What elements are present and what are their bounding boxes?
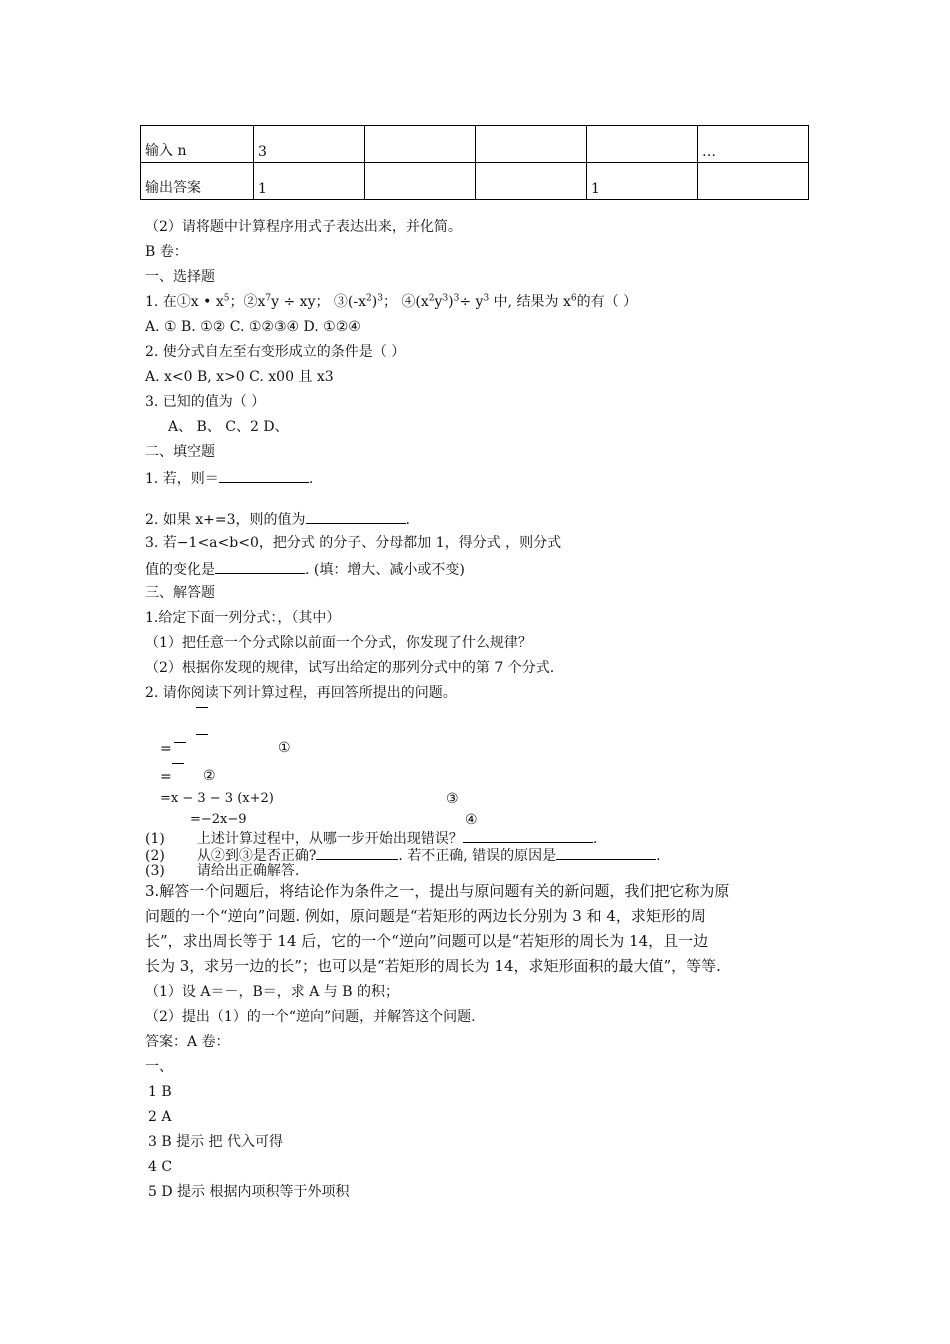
solve-question-3-line3: 长”，求出周长等于 14 后，它的一个“逆向”问题可以是“若矩形的周长为 14，且一边 <box>145 932 709 950</box>
table-cell <box>476 126 587 163</box>
q1-text: y <box>434 294 443 310</box>
superscript: 2 <box>428 293 435 304</box>
q1-text: ) <box>448 294 454 310</box>
table-cell: … <box>698 126 809 163</box>
table-cell <box>587 126 698 163</box>
table-cell: 输入 n <box>141 126 254 163</box>
table-cell: 1 <box>587 163 698 200</box>
table-cell: 输出答案 <box>141 163 254 200</box>
table-cell: 3 <box>254 126 365 163</box>
s2-2-text: . <box>656 848 661 864</box>
superscript: 3 <box>377 293 383 304</box>
q1-text: 中, 结果为 x <box>489 294 571 310</box>
solve-question-2-part3 <box>145 862 299 880</box>
answer-blank <box>316 845 398 860</box>
answer-blank <box>556 845 656 860</box>
q1-text: ) <box>371 294 378 310</box>
fill-question-2 <box>145 509 410 529</box>
superscript: 3 <box>442 293 449 304</box>
superscript: 2 <box>366 293 372 304</box>
choice-question-2: 2. 使分式自左至右变形成立的条件是（ ） <box>145 344 406 360</box>
superscript: 6 <box>570 293 577 304</box>
step-marker-3: ③ <box>446 791 459 807</box>
choice-question-3: 3. 已知的值为（ ） <box>145 394 266 410</box>
solve-question-2: 2. 请你阅读下列计算过程，再回答所提出的问题。 <box>145 685 457 701</box>
superscript: 3 <box>453 293 460 304</box>
part-number: (1) <box>145 831 165 847</box>
superscript: 5 <box>223 293 230 304</box>
answer-blank <box>306 509 406 524</box>
calc-step-4: =−2x−9 <box>190 812 247 827</box>
q1-text: 的有（ ） <box>576 294 638 310</box>
calc-step-1-eq: = <box>160 741 172 757</box>
calc-step-2-eq: = <box>160 769 172 785</box>
q1-text: ； ④(x <box>382 294 429 310</box>
choice-question-1 <box>145 293 637 311</box>
table-cell <box>365 126 476 163</box>
f2-text: 2. 如果 x+=3，则的值为 <box>145 512 306 528</box>
fraction-bar <box>174 742 186 743</box>
f3-text: 值的变化是 <box>145 562 215 578</box>
io-table <box>140 125 809 200</box>
answer-item: 3 B 提示 把 代入可得 <box>148 1134 283 1150</box>
f2-text: . <box>405 512 410 528</box>
section-b-title: B 卷： <box>145 244 188 260</box>
table-cell <box>476 163 587 200</box>
table-cell <box>698 163 809 200</box>
answer-blank <box>215 559 305 574</box>
fraction-bar <box>172 763 184 764</box>
answer-item: 1 B <box>148 1084 172 1100</box>
part-number: (2) <box>145 848 165 864</box>
solve-question-3-line2: 问题的一个“逆向”问题. 例如，原问题是“若矩形的两边长分别为 3 和 4，求矩形的周 <box>145 907 706 925</box>
solve-question-3-line1: 3.解答一个问题后，将结论作为条件之一，提出与原问题有关的新问题，我们把它称为原 <box>145 882 730 900</box>
answer-item: 5 D 提示 根据内项积等于外项积 <box>148 1184 350 1200</box>
solve-question-1-part2: （2）根据你发现的规律，试写出给定的那列分式中的第 7 个分式. <box>145 660 555 676</box>
fill-question-3-line1: 3. 若−1<a<b<0，把分式 的分子、分母都加 1，得分式 ，则分式 <box>145 535 562 551</box>
table-cell: 1 <box>254 163 365 200</box>
answers-title: 答案：A 卷： <box>145 1034 230 1050</box>
solve-question-3-line4: 长为 3，求另一边的长”；也可以是“若矩形的周长为 14，求矩形面积的最大值”，等等. <box>145 957 721 975</box>
q1-text: ÷ y <box>459 294 484 310</box>
f1-text: 1. 若，则＝ <box>145 471 219 487</box>
step-marker-2: ② <box>203 768 216 784</box>
s2-1-text: . <box>592 831 598 847</box>
section-heading-fill: 二、填空题 <box>145 444 215 460</box>
superscript: 7 <box>265 293 272 304</box>
calc-step-3: =x − 3 − 3 (x+2) <box>160 791 274 806</box>
q1-text: 1. 在①x • x <box>145 294 224 310</box>
fraction-bar <box>196 734 208 735</box>
solve-question-1-part1: （1）把任意一个分式除以前面一个分式，你发现了什么规律？ <box>145 635 532 651</box>
fill-question-1 <box>145 468 313 488</box>
answer-item: 4 C <box>148 1159 173 1175</box>
choice-question-2-options: A. x<0 B, x>0 C. x00 且 x3 <box>145 369 334 385</box>
part-number: (3) <box>145 863 165 879</box>
answer-blank <box>219 468 309 483</box>
s2-1-text: 上述计算过程中，从哪一步开始出现错误？ <box>196 831 463 847</box>
fraction-bar <box>196 707 208 708</box>
table-cell <box>365 163 476 200</box>
table-row <box>141 126 809 163</box>
choice-question-3-options: A、 B、 C、2 D、 <box>168 419 289 435</box>
solve-question-1: 1.给定下面一列分式：，（其中） <box>145 610 341 626</box>
f1-text: . <box>308 471 314 487</box>
answer-blank <box>463 828 593 843</box>
f3-text: . (填：增大、减小或不变) <box>305 562 465 578</box>
answer-item: 2 A <box>148 1109 172 1125</box>
s2-3-text: 请给出正确解答. <box>196 863 300 879</box>
s2-2-text: . 若不正确, 错误的原因是 <box>398 848 557 864</box>
table-row <box>141 163 809 200</box>
s2-2-text: 从②到③是否正确? <box>196 848 317 864</box>
section-heading-choice: 一、选择题 <box>145 269 215 285</box>
superscript: 3 <box>483 293 490 304</box>
q1-text: ；②x <box>229 294 266 310</box>
solve-question-3-part1: （1）设 A＝－，B＝，求 A 与 B 的积； <box>145 984 399 1000</box>
step-marker-4: ④ <box>465 812 478 828</box>
q1-text: y ÷ xy； ③(-x <box>271 294 367 310</box>
step-marker-1: ① <box>278 740 291 756</box>
choice-question-1-options: A. ① B. ①② C. ①②③④ D. ①②④ <box>145 319 361 335</box>
section-heading-solve: 三、解答题 <box>145 585 215 601</box>
fill-question-3-line2 <box>145 559 465 579</box>
question-a2-part2: （2）请将题中计算程序用式子表达出来，并化简。 <box>145 219 462 235</box>
answers-section-1: 一、 <box>145 1059 173 1075</box>
solve-question-3-part2: （2）提出（1）的一个“逆向”问题，并解答这个问题. <box>145 1009 476 1025</box>
